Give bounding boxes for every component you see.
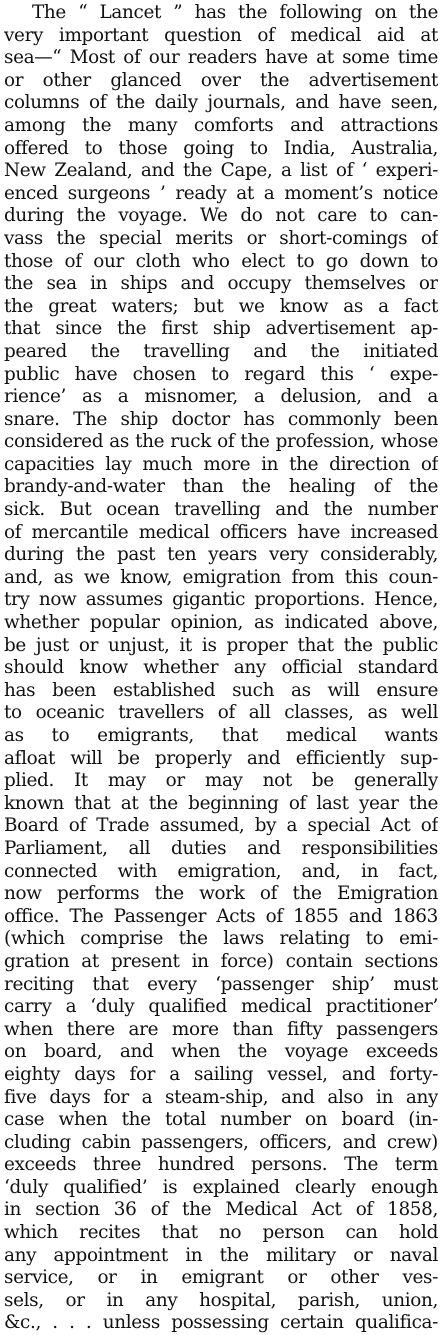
article-line: when there are more than fifty passengers bbox=[4, 1018, 438, 1040]
article-line: to oceanic travellers of all classes, as well bbox=[4, 702, 438, 724]
article-line: rience’ as a misnomer, a delusion, and a bbox=[4, 386, 438, 408]
article-line: on board, and when the voyage exceeds bbox=[4, 1041, 438, 1063]
article-line: snare. The ship doctor has commonly been bbox=[4, 408, 438, 430]
article-line: during the voyage. We do not care to can- bbox=[4, 205, 438, 227]
article-line: plied. It may or may not be generally bbox=[4, 770, 438, 792]
article-line: in section 36 of the Medical Act of 1858, bbox=[4, 1199, 438, 1221]
article-line: which recites that no person can hold bbox=[4, 1222, 438, 1244]
article-line: service, or in emigrant or other ves- bbox=[4, 1267, 438, 1289]
article-line: now performs the work of the Emigration bbox=[4, 883, 438, 905]
article-line: Board of Trade assumed, by a special Act of bbox=[4, 815, 438, 837]
article-line: sea—“ Most of our readers have at some time bbox=[4, 47, 438, 69]
article-line: during the past ten years very considerably, bbox=[4, 544, 438, 566]
article-line: &c., . . . unless possessing certain qualifica- bbox=[4, 1312, 438, 1334]
article-line: peared the travelling and the initiated bbox=[4, 340, 438, 362]
article-line: (which comprise the laws relating to emi- bbox=[4, 928, 438, 950]
article-line: public have chosen to regard this ‘ expe- bbox=[4, 363, 438, 385]
article-line: gration at present in force) contain sections bbox=[4, 950, 438, 972]
article-line: The “ Lancet ” has the following on the bbox=[32, 2, 438, 23]
article-line: very important question of medical aid at bbox=[4, 24, 438, 46]
article-line: columns of the daily journals, and have seen, bbox=[4, 92, 438, 114]
article-line: New Zealand, and the Cape, a list of ‘ experi- bbox=[4, 160, 438, 182]
article-line: or other glanced over the advertisement bbox=[4, 69, 438, 91]
article-line: among the many comforts and attractions bbox=[4, 114, 438, 136]
article-line: afloat will be properly and efficiently sup- bbox=[4, 747, 438, 769]
article-line: ‘duly qualified’ is explained clearly enough bbox=[4, 1176, 438, 1198]
article-line: offered to those going to India, Australia, bbox=[4, 137, 438, 159]
article-line: five days for a steam-ship, and also in any bbox=[4, 1086, 438, 1108]
article-line: carry a ‘duly qualified medical practitioner’ bbox=[4, 996, 438, 1018]
article-line: case when the total number on board (in- bbox=[4, 1109, 438, 1131]
article-line: has been established such as will ensure bbox=[4, 679, 438, 701]
article-line: of mercantile medical officers have increased bbox=[4, 521, 438, 543]
article-line: capacities lay much more in the direction of bbox=[4, 453, 438, 475]
article-line: known that at the beginning of last year the bbox=[4, 792, 438, 814]
article-line: should know whether any official standard bbox=[4, 657, 438, 679]
article-line: sick. But ocean travelling and the number bbox=[4, 499, 438, 521]
article-line: the great waters; but we know as a fact bbox=[4, 295, 438, 317]
article-line: and, as we know, emigration from this coun- bbox=[4, 566, 438, 588]
article-line: those of our cloth who elect to go down to bbox=[4, 250, 438, 272]
article-line: brandy-and-water than the healing of the bbox=[4, 476, 438, 498]
article-line: connected with emigration, and, in fact, bbox=[4, 860, 438, 882]
article-line: as to emigrants, that medical wants bbox=[4, 725, 438, 746]
article-line: vass the special merits or short-comings of bbox=[4, 227, 438, 249]
article-line: cluding cabin passengers, officers, and crew) bbox=[4, 1131, 438, 1153]
article-line: eighty days for a sailing vessel, and forty- bbox=[4, 1063, 438, 1085]
article-line: Parliament, all duties and responsibilities bbox=[4, 837, 438, 859]
article-line: enced surgeons ’ ready at a moment’s notice bbox=[4, 182, 438, 204]
article-line: considered as the ruck of the profession, whose bbox=[4, 431, 438, 453]
article-line: any appointment in the military or naval bbox=[4, 1244, 438, 1266]
article-line: reciting that every ‘passenger ship’ must bbox=[4, 973, 438, 995]
article-line: sels, or in any hospital, parish, union, bbox=[4, 1289, 438, 1311]
article-line: the sea in ships and occupy themselves or bbox=[4, 273, 438, 295]
article-line: whether popular opinion, as indicated above, bbox=[4, 612, 438, 634]
article-line: that since the first ship advertisement ap- bbox=[4, 318, 438, 340]
article-line: try now assumes gigantic proportions. Hence, bbox=[4, 589, 438, 611]
article-line: be just or unjust, it is proper that the public bbox=[4, 634, 438, 656]
article-line: exceeds three hundred persons. The term bbox=[4, 1154, 438, 1176]
article-line: office. The Passenger Acts of 1855 and 1863 bbox=[4, 905, 438, 927]
